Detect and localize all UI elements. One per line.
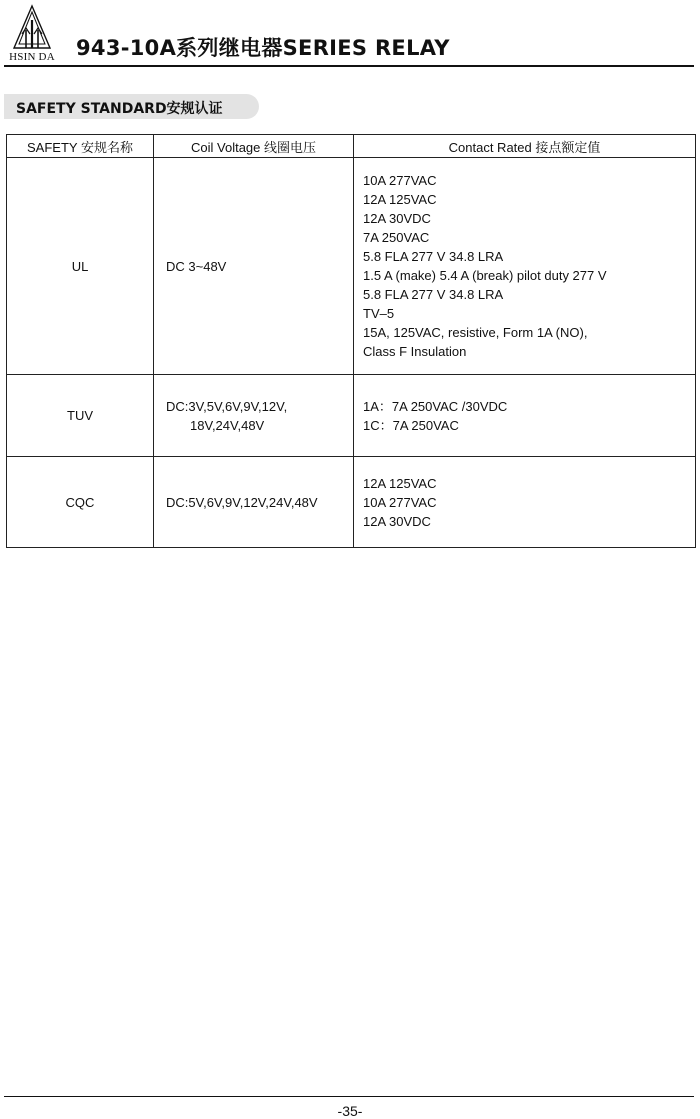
contact-line: 1A：7A 250VAC /30VDC: [363, 398, 508, 414]
page-title: 943-10A系列继电器SERIES RELAY: [76, 36, 450, 60]
section-heading: [4, 94, 259, 119]
coil-voltage-cell: [154, 158, 354, 375]
contact-line: TV–5: [363, 306, 395, 321]
contact-line: 10A 277VAC: [363, 494, 437, 510]
section-title: SAFETY STANDARD安规认证: [16, 101, 223, 117]
contact-line: 15A, 125VAC, resistive, Form 1A (NO),: [363, 325, 588, 340]
contact-line: 1.5 A (make) 5.4 A (break) pilot duty 277 V: [363, 268, 607, 283]
safety-standard-table: [6, 134, 696, 548]
header-coil-voltage: Coil Voltage 线圈电压: [154, 135, 354, 158]
contact-line: Class F Insulation: [363, 344, 467, 359]
coil-voltage-cell: [154, 457, 354, 548]
header-safety: SAFETY 安规名称: [7, 135, 154, 158]
contact-line: 7A 250VAC: [363, 230, 430, 245]
contact-line: 12A 125VAC: [363, 192, 437, 207]
contact-line: 5.8 FLA 277 V 34.8 LRA: [363, 287, 504, 302]
safety-name-cell: UL: [7, 158, 154, 375]
contact-rated-cell: [354, 375, 696, 457]
table-row: [7, 457, 696, 548]
table-row: [7, 158, 696, 375]
company-logo: [6, 4, 56, 64]
table-header-row: [7, 135, 696, 158]
contact-line: 5.8 FLA 277 V 34.8 LRA: [363, 249, 504, 264]
footer-divider: [4, 1096, 694, 1097]
contact-line: 12A 30VDC: [363, 211, 431, 226]
contact-rated-cell: [354, 457, 696, 548]
contact-line: 10A 277VAC: [363, 173, 437, 188]
table-row: [7, 375, 696, 457]
coil-voltage-line: 18V,24V,48V: [190, 417, 265, 433]
coil-voltage-cell: [154, 375, 354, 457]
page-number: -35-: [337, 1103, 363, 1119]
header-contact-rated: Contact Rated 接点额定值: [354, 135, 696, 158]
safety-name-cell: CQC: [7, 457, 154, 548]
header-divider: [4, 65, 694, 67]
logo-text: HSIN DA: [9, 51, 55, 63]
coil-voltage-line: DC 3~48V: [166, 258, 227, 274]
hsin-da-logo-icon: [12, 4, 52, 50]
safety-name-cell: TUV: [7, 375, 154, 457]
contact-line: 12A 125VAC: [363, 475, 437, 491]
contact-line: 1C：7A 250VAC: [363, 417, 459, 433]
coil-voltage-line: DC:5V,6V,9V,12V,24V,48V: [166, 494, 318, 510]
coil-voltage-line: DC:3V,5V,6V,9V,12V,: [166, 398, 288, 414]
contact-line: 12A 30VDC: [363, 513, 431, 529]
contact-rated-cell: [354, 158, 696, 375]
